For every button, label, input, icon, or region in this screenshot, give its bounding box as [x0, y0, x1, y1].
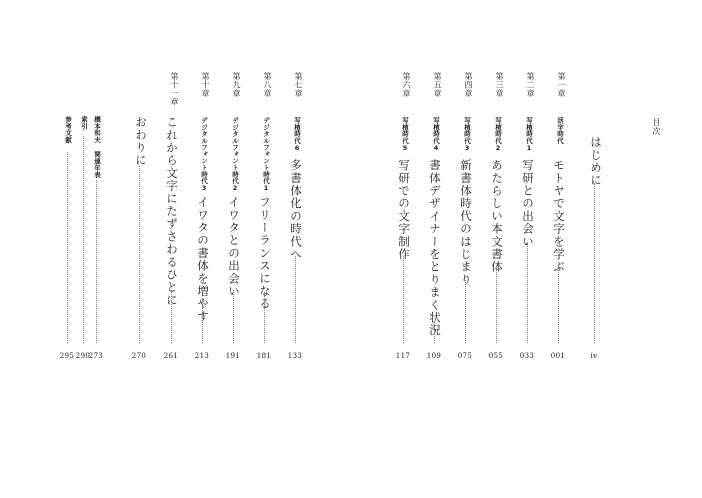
- chapter-page-6: 117: [395, 352, 411, 360]
- chapter-label-5: 第五章: [433, 72, 442, 98]
- chapter-leader-7: [295, 256, 296, 343]
- intro-head: はじめに: [589, 136, 603, 187]
- chapter-sub-3: 写植時代2: [494, 117, 502, 152]
- chapter-head-10: イワタの書体を増やす: [196, 196, 210, 323]
- appendix-index: 索引: [80, 116, 88, 130]
- chapter-head-4: 新書体時代のはじまり: [459, 159, 473, 286]
- appendix-references-leader: [67, 152, 68, 343]
- intro-page: iv: [590, 352, 598, 360]
- chapter-leader-8: [264, 292, 265, 343]
- chapter-head-3: あたらしい本文書体: [490, 159, 504, 274]
- chapter-page-10: 213: [194, 352, 210, 360]
- chapter-head-9: イワタとの出会い: [227, 196, 241, 298]
- appendix-chronology: 橋本和夫 関連年表: [93, 116, 101, 178]
- chapter-page-11: 261: [163, 352, 179, 360]
- chapter-label-10: 第十章: [201, 72, 210, 98]
- chapter-head-11: これから文字にたずさわるひとに: [165, 116, 179, 307]
- chapter-sub-6: 写植時代5: [401, 117, 409, 152]
- chapter-page-8: 181: [256, 352, 272, 360]
- chapter-label-7: 第七章: [294, 72, 303, 98]
- chapter-leader-2: [527, 243, 528, 343]
- chapter-head-6: 写研での文字制作: [397, 159, 411, 261]
- chapter-page-5: 109: [426, 352, 442, 360]
- chapter-leader-4: [465, 280, 466, 343]
- appendix-index-page: 290: [75, 352, 91, 360]
- intro-leader: [594, 183, 595, 343]
- chapter-head-1: モトヤで文字を学ぶ: [552, 159, 566, 274]
- chapter-leader-6: [403, 256, 404, 343]
- chapter-label-11: 第十一章: [170, 72, 179, 106]
- chapter-sub-2: 写植時代1: [525, 117, 533, 152]
- chapter-leader-9: [233, 290, 234, 343]
- chapter-sub-7: 写植時代6: [293, 117, 301, 152]
- appendix-chronology-page: 273: [88, 352, 104, 360]
- chapter-leader-11: [171, 290, 172, 343]
- chapter-page-4: 075: [457, 352, 473, 360]
- chapter-label-2: 第二章: [526, 72, 535, 98]
- chapter-sub-4: 写植時代3: [463, 117, 471, 152]
- appendix-references: 参考文献: [64, 116, 72, 143]
- outro-leader: [139, 166, 140, 343]
- appendix-index-leader: [83, 136, 84, 343]
- chapter-head-5: 書体デザイナーをとりまく状況: [428, 159, 442, 337]
- chapter-label-8: 第八章: [263, 72, 272, 98]
- chapter-leader-10: [202, 300, 203, 343]
- chapter-sub-9: デジタルフォント時代2: [231, 117, 239, 193]
- chapter-page-1: 001: [550, 352, 566, 360]
- chapter-sub-5: 写植時代4: [432, 117, 440, 152]
- toc-title: 目次: [652, 118, 661, 136]
- chapter-page-2: 033: [519, 352, 535, 360]
- outro-page: 270: [131, 352, 147, 360]
- appendix-references-page: 295: [59, 352, 75, 360]
- chapter-head-8: フリーランスになる: [258, 196, 272, 311]
- chapter-label-9: 第九章: [232, 72, 241, 98]
- chapter-head-2: 写研との出会い: [521, 159, 535, 248]
- chapter-page-7: 133: [287, 352, 303, 360]
- chapter-label-1: 第一章: [557, 72, 566, 98]
- chapter-leader-1: [558, 265, 559, 343]
- chapter-page-9: 191: [225, 352, 241, 360]
- chapter-sub-1: 活字時代: [556, 117, 564, 144]
- chapter-label-6: 第六章: [402, 72, 411, 98]
- outro-head: おわりに: [134, 116, 148, 167]
- chapter-sub-10: デジタルフォント時代3: [200, 117, 208, 193]
- chapter-leader-3: [496, 268, 497, 343]
- chapter-label-3: 第三章: [495, 72, 504, 98]
- chapter-leader-5: [434, 322, 435, 343]
- chapter-head-7: 多書体化の時代へ: [289, 159, 303, 261]
- chapter-page-3: 055: [488, 352, 504, 360]
- chapter-label-4: 第四章: [464, 72, 473, 98]
- chapter-sub-8: デジタルフォント時代1: [262, 117, 270, 193]
- appendix-chronology-leader: [96, 180, 97, 343]
